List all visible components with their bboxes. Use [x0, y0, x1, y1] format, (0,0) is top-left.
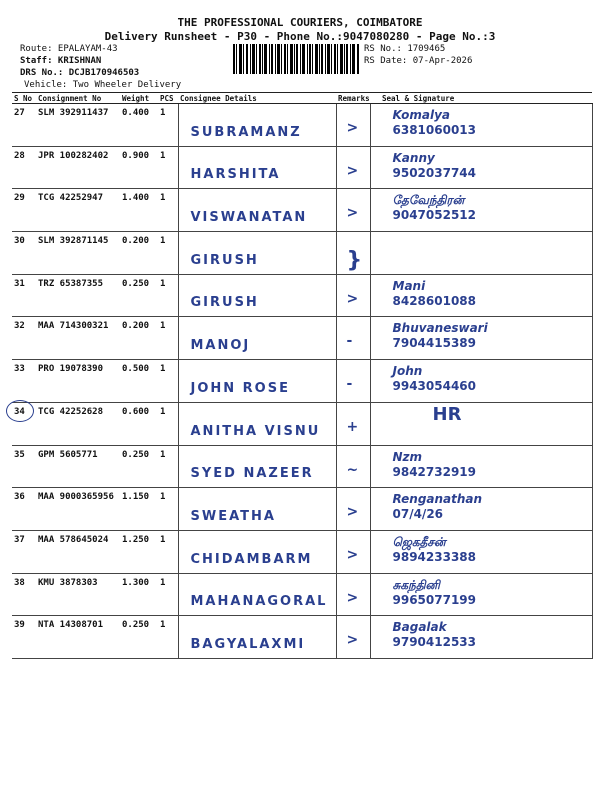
row-consignee-cell: [178, 104, 336, 147]
route-label: Route: EPALAYAM-43: [20, 44, 118, 54]
row-signature-cell: [370, 360, 592, 403]
row-remarks-cell: [336, 104, 370, 147]
signature-ink: [393, 403, 462, 425]
row-consignment-no: SLM 392871145: [36, 232, 120, 275]
signature-phone: 9502037744: [392, 165, 476, 180]
row-pcs: 1: [158, 530, 178, 573]
row-weight: 0.500: [120, 360, 158, 403]
row-weight: 1.400: [120, 189, 158, 232]
signature-ink: [393, 578, 477, 608]
row-sno: 28: [12, 146, 36, 189]
row-remarks-cell: [336, 616, 370, 659]
row-remarks-cell: [336, 317, 370, 360]
row-sno: 37: [12, 530, 36, 573]
signature-ink: [393, 364, 477, 394]
table-body: [12, 104, 592, 659]
row-sno: 38: [12, 573, 36, 616]
col-pcs: PCS: [158, 93, 178, 104]
signature-ink: [393, 321, 488, 351]
row-remarks-cell: [336, 402, 370, 445]
signature-ink: [393, 620, 477, 650]
row-consignee-cell: [178, 274, 336, 317]
row-pcs: 1: [158, 146, 178, 189]
row-remarks-cell: [336, 232, 370, 275]
row-consignment-no: SLM 392911437: [36, 104, 120, 147]
consignee-name: HARSHITA: [190, 167, 281, 183]
row-consignment-no: MAA 578645024: [36, 530, 120, 573]
signature-phone: 9047052512: [392, 208, 476, 223]
row-remarks-cell: [336, 530, 370, 573]
row-weight: 0.250: [120, 445, 158, 488]
row-remarks-cell: [336, 360, 370, 403]
row-sno: 30: [12, 232, 36, 275]
row-sno: 29: [12, 189, 36, 232]
table-header-row: [12, 93, 592, 104]
table-row: [12, 274, 592, 317]
drs-label: DRS No.: DCJB170946503: [20, 68, 140, 78]
signature-name: Bhuvaneswari: [392, 321, 488, 336]
consignee-name: JOHN ROSE: [190, 380, 290, 396]
signature-phone: 9965077199: [392, 592, 476, 607]
row-signature-cell: [370, 232, 592, 275]
row-34-circle: [6, 400, 34, 422]
row-signature-cell: [370, 317, 592, 360]
signature-name: Nzm: [392, 449, 423, 464]
row-pcs: 1: [158, 488, 178, 531]
signature-name: தேவேந்திரன்: [392, 193, 465, 208]
row-sno: 34: [12, 402, 36, 445]
row-pcs: 1: [158, 189, 178, 232]
signature-ink: [393, 108, 477, 138]
consignee-name: ANITHA VISNU: [190, 423, 321, 439]
row-remarks-cell: [336, 146, 370, 189]
signature-name: சுகந்தினி: [392, 577, 440, 592]
vehicle-label: Vehicle: Two Wheeler Delivery: [24, 80, 182, 90]
signature-ink: [393, 151, 477, 181]
row-consignment-no: GPM 5605771: [36, 445, 120, 488]
row-sno: 35: [12, 445, 36, 488]
row-signature-cell: [370, 104, 592, 147]
remark-mark: -: [346, 376, 353, 393]
row-sno: 36: [12, 488, 36, 531]
row-pcs: 1: [158, 360, 178, 403]
row-weight: 0.200: [120, 317, 158, 360]
col-sno: S No: [12, 93, 36, 104]
row-consignee-cell: [178, 445, 336, 488]
signature-phone: 6381060013: [392, 123, 476, 137]
staff-label: Staff: KRISHNAN: [20, 56, 102, 66]
consignee-name: SUBRAMANZ: [190, 124, 302, 140]
remark-mark: }: [346, 248, 363, 274]
signature-phone: 7904415389: [392, 336, 476, 351]
table-row: [12, 573, 592, 616]
row-consignee-cell: [178, 189, 336, 232]
row-pcs: 1: [158, 274, 178, 317]
row-signature-cell: [370, 530, 592, 573]
row-signature-cell: [370, 189, 592, 232]
signature-ink: [393, 450, 477, 480]
row-weight: 0.250: [120, 274, 158, 317]
table-row: [12, 360, 592, 403]
row-signature-cell: [370, 445, 592, 488]
row-weight: 1.250: [120, 530, 158, 573]
row-remarks-cell: [336, 274, 370, 317]
row-sno: 33: [12, 360, 36, 403]
table-row: [12, 232, 592, 275]
col-signature: Seal & Signature: [370, 93, 592, 104]
signature-ink: [393, 535, 477, 565]
row-weight: 0.200: [120, 232, 158, 275]
row-pcs: 1: [158, 317, 178, 360]
row-consignment-no: TRZ 65387355: [36, 274, 120, 317]
row-weight: 0.250: [120, 616, 158, 659]
row-signature-cell: [370, 146, 592, 189]
table-row: [12, 104, 592, 147]
row-consignment-no: NTA 14308701: [36, 616, 120, 659]
row-consignment-no: TCG 42252628: [36, 402, 120, 445]
remark-mark: -: [346, 333, 353, 350]
consignee-name: SWEATHA: [190, 508, 276, 524]
remark-mark: >: [346, 162, 359, 179]
row-signature-cell: [370, 402, 592, 445]
signature-phone: 9894233388: [392, 549, 476, 564]
signature-phone: 9790412533: [392, 635, 476, 650]
row-pcs: 1: [158, 402, 178, 445]
row-remarks-cell: [336, 445, 370, 488]
consignee-name: GIRUSH: [190, 295, 259, 311]
table-row: [12, 445, 592, 488]
signature-phone: 9943054460: [392, 379, 476, 394]
table-row: [12, 317, 592, 360]
remark-mark: >: [346, 546, 359, 563]
signature-name: ஜெகதீசன்: [392, 534, 446, 549]
consignee-name: GIRUSH: [190, 252, 259, 268]
consignee-name: BAGYALAXMI: [190, 636, 306, 652]
row-consignee-cell: [178, 360, 336, 403]
row-weight: 1.300: [120, 573, 158, 616]
row-consignment-no: MAA 9000365956: [36, 488, 120, 531]
signature-name: Bagalak: [392, 620, 447, 635]
signature-ink: [393, 279, 477, 309]
row-consignee-cell: [178, 530, 336, 573]
row-pcs: 1: [158, 573, 178, 616]
col-weight: Weight: [120, 93, 158, 104]
row-consignment-no: JPR 100282402: [36, 146, 120, 189]
row-remarks-cell: [336, 189, 370, 232]
row-consignee-cell: [178, 402, 336, 445]
table-row: [12, 146, 592, 189]
row-weight: 1.150: [120, 488, 158, 531]
consignee-name: MAHANAGORAL: [190, 594, 328, 610]
row-consignee-cell: [178, 488, 336, 531]
signature-phone: 8428601088: [392, 293, 476, 308]
row-pcs: 1: [158, 445, 178, 488]
row-pcs: 1: [158, 232, 178, 275]
col-remarks: Remarks: [338, 93, 370, 103]
table-row: [12, 530, 592, 573]
signature-name: John: [392, 364, 423, 379]
row-weight: 0.400: [120, 104, 158, 147]
consignee-name: VISWANATAN: [190, 210, 308, 226]
signature-ink: [393, 492, 483, 522]
row-consignment-no: MAA 714300321: [36, 317, 120, 360]
row-weight: 0.900: [120, 146, 158, 189]
rs-date: RS Date: 07-Apr-2026: [364, 56, 473, 66]
row-signature-cell: [370, 274, 592, 317]
row-consignment-no: KMU 3878303: [36, 573, 120, 616]
table-row: [12, 616, 592, 659]
col-consignee: Consignee Details: [178, 93, 336, 104]
signature-name: HR: [432, 403, 462, 425]
table-row: [12, 488, 592, 531]
row-signature-cell: [370, 616, 592, 659]
remark-mark: >: [346, 589, 359, 606]
row-remarks-cell: [336, 573, 370, 616]
rs-number: RS No.: 1709465: [364, 44, 446, 54]
row-sno: 32: [12, 317, 36, 360]
row-signature-cell: [370, 573, 592, 616]
row-sno: 31: [12, 274, 36, 317]
row-consignee-cell: [178, 616, 336, 659]
runsheet-table: [12, 92, 593, 659]
table-row: [12, 189, 592, 232]
consignee-name: SYED NAZEER: [190, 466, 314, 482]
remark-mark: >: [346, 205, 359, 222]
row-consignment-no: PRO 19078390: [36, 360, 120, 403]
row-pcs: 1: [158, 104, 178, 147]
remark-mark: >: [346, 290, 359, 307]
row-pcs: 1: [158, 616, 178, 659]
signature-name: Mani: [392, 278, 426, 293]
company-title: THE PROFESSIONAL COURIERS, COIMBATORE: [177, 16, 423, 29]
signature-phone: 07/4/26: [392, 507, 444, 522]
remark-mark: ~: [346, 461, 359, 478]
row-consignee-cell: [178, 146, 336, 189]
consignee-name: MANOJ: [190, 338, 251, 354]
row-signature-cell: [370, 488, 592, 531]
barcode: [233, 44, 359, 74]
row-consignee-cell: [178, 232, 336, 275]
remark-mark: >: [346, 120, 359, 136]
remark-mark: >: [346, 504, 359, 521]
row-consignee-cell: [178, 317, 336, 360]
col-consignment: Consignment No: [36, 93, 120, 104]
runsheet-subtitle: Delivery Runsheet - P30 - Phone No.:9047080280 - Page No.:3: [104, 30, 496, 43]
row-remarks-cell: [336, 488, 370, 531]
signature-name: Komalya: [392, 108, 451, 122]
row-sno: 39: [12, 616, 36, 659]
row-consignment-no: TCG 42252947: [36, 189, 120, 232]
signature-phone: 9842732919: [392, 464, 476, 479]
signature-ink: [393, 193, 477, 223]
row-consignee-cell: [178, 573, 336, 616]
consignee-name: CHIDAMBARM: [190, 551, 313, 567]
remark-mark: +: [346, 418, 359, 435]
row-sno: 27: [12, 104, 36, 147]
signature-name: Renganathan: [392, 492, 483, 507]
signature-name: Kanny: [392, 150, 435, 165]
remark-mark: >: [346, 632, 359, 649]
row-weight: 0.600: [120, 402, 158, 445]
table-row: [12, 402, 592, 445]
